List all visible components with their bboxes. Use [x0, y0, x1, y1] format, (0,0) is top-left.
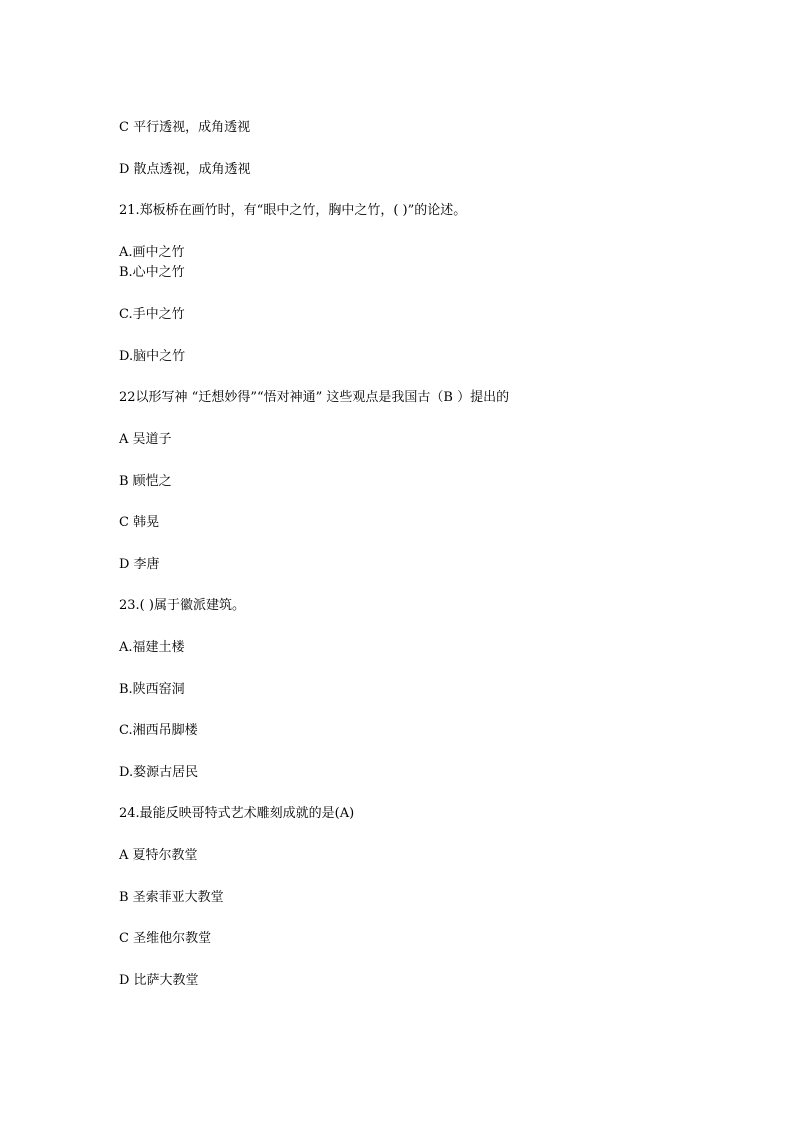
q23-option-b: B.陕西窑洞 [119, 682, 185, 697]
q21-option-d: D.脑中之竹 [119, 349, 186, 364]
q22-option-d: D 李唐 [119, 557, 160, 572]
q21-option-c: C.手中之竹 [119, 307, 185, 322]
q24-option-c: C 圣维他尔教堂 [119, 931, 212, 946]
q22-option-c: C 韩晃 [119, 515, 160, 530]
question-21: 21.郑板桥在画竹时，有“眼中之竹，胸中之竹，( )”的论述。 [119, 203, 467, 218]
question-23: 23.( )属于徽派建筑。 [119, 598, 245, 613]
q24-option-b: B 圣索菲亚大教堂 [119, 890, 224, 905]
q24-option-d: D 比萨大教堂 [119, 973, 199, 988]
option-d-perspective: D 散点透视，成角透视 [119, 162, 251, 177]
q23-option-c: C.湘西吊脚楼 [119, 723, 198, 738]
q22-option-b: B 顾恺之 [119, 474, 172, 489]
q24-option-a: A 夏特尔教堂 [119, 848, 198, 863]
q22-option-a: A 吴道子 [119, 432, 172, 447]
question-24: 24.最能反映哥特式艺术雕刻成就的是(A) [119, 806, 355, 821]
question-22: 22以形写神 “迁想妙得”“悟对神通” 这些观点是我国古（B ）提出的 [119, 390, 510, 405]
q23-option-a: A.福建土楼 [119, 640, 185, 655]
q21-option-a: A.画中之竹 [119, 245, 185, 260]
q23-option-d: D.婺源古居民 [119, 765, 199, 780]
q21-option-b: B.心中之竹 [119, 265, 185, 280]
option-c-perspective: C 平行透视，成角透视 [119, 120, 251, 135]
